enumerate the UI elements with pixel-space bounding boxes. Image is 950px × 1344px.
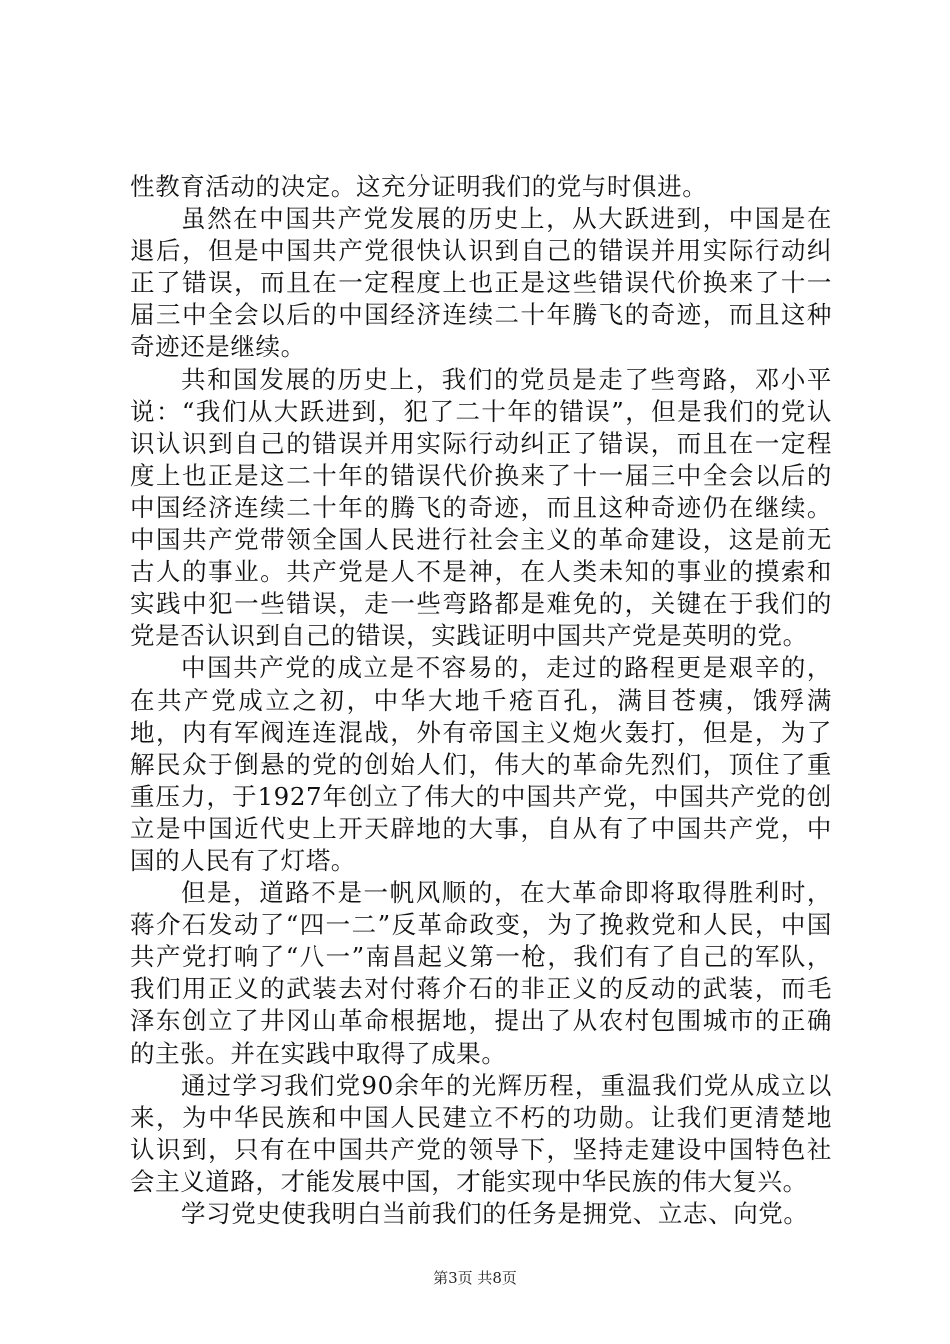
page-number-footer: 第3页 共8页 xyxy=(433,1269,517,1287)
paragraph: 学习党史使我明白当前我们的任务是拥党、立志、向党。 xyxy=(181,1199,809,1228)
paragraph: 共和国发展的历史上，我们的党员是走了些弯路，邓小平说：“我们从大跃进到，犯了二十年的错误”，但是我们的党认识认识到自己的错误并用实际行动纠正了错误，而且在一定程度上也正是这二十年的错误代价换来了十一届三中全会以后的中国经济连续二十年的腾飞的奇迹，而且这种奇迹仍在继续。中国共产党带领全国人民进行社会主义的革命建设，这是前无古人的事业。共产党是人不是神，在人类未知的事业的摸索和实践中犯一些错误，走一些弯路都是难免的，关键在于我们的党是否认识到自己的错误，实践证明中国共产党是英明的党。 xyxy=(130,364,832,651)
paragraph: 通过学习我们党90余年的光辉历程，重温我们党从成立以来，为中华民族和中国人民建立不朽的功勋。让我们更清楚地认识到，只有在中国共产党的领导下，坚持走建设中国特色社会主义道路，才能发展中国，才能实现中华民族的伟大复兴。 xyxy=(130,1070,832,1196)
paragraph: 虽然在中国共产党发展的历史上，从大跃进到，中国是在退后，但是中国共产党很快认识到自己的错误并用实际行动纠正了错误，而且在一定程度上也正是这些错误代价换来了十一届三中全会以后的中国经济连续二十年腾飞的奇迹，而且这种奇迹还是继续。 xyxy=(130,204,832,362)
paragraph-continuation: 性教育活动的决定。这充分证明我们的党与时俱进。 xyxy=(130,172,708,201)
paragraph: 中国共产党的成立是不容易的，走过的路程更是艰辛的，在共产党成立之初，中华大地千疮百孔，满目苍痍，饿殍满地，内有军阀连连混战，外有帝国主义炮火轰打，但是，为了解民众于倒悬的党的创始人们，伟大的革命先烈们，顶住了重重压力，于1927年创立了伟大的中国共产党，中国共产党的创立是中国近代史上开天辟地的大事，自从有了中国共产党，中国的人民有了灯塔。 xyxy=(130,653,832,875)
paragraph: 但是，道路不是一帆风顺的，在大革命即将取得胜利时，蒋介石发动了“四一二”反革命政变，为了挽救党和人民，中国共产党打响了“八一”南昌起义第一枪，我们有了自己的军队，我们用正义的武装去对付蒋介石的非正义的反动的武装，而毛泽东创立了井冈山革命根据地，提出了从农村包围城市的正确的主张。并在实践中取得了成果。 xyxy=(130,878,832,1068)
document-body xyxy=(130,171,832,1230)
